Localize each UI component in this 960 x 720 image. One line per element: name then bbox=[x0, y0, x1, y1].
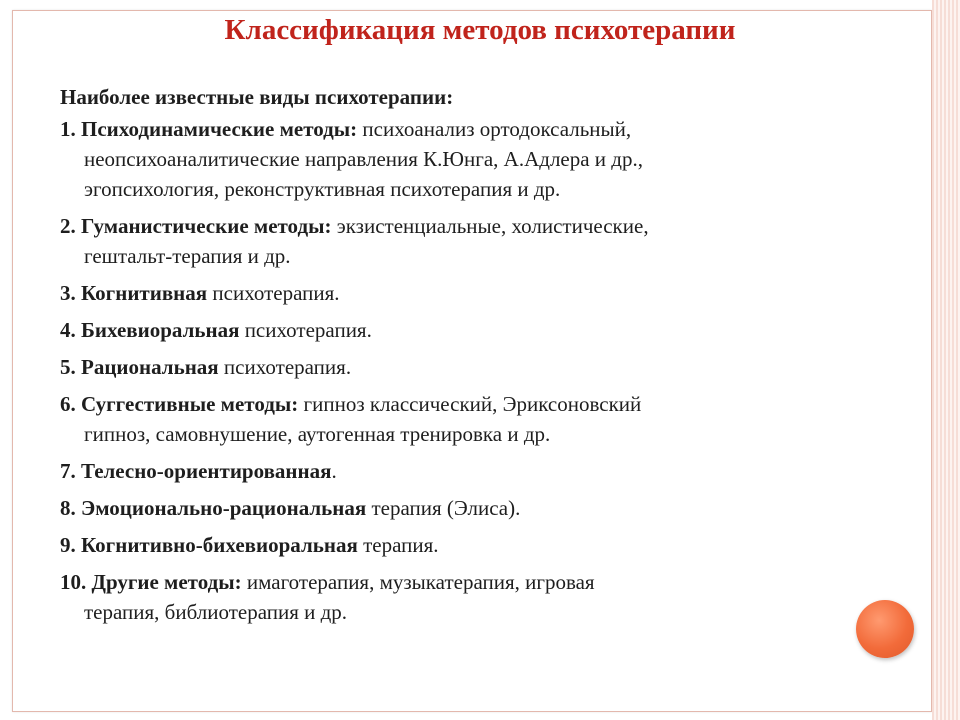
method-line bbox=[60, 456, 910, 486]
method-item-7 bbox=[60, 456, 910, 486]
method-name: 6. bbox=[60, 392, 76, 416]
method-name: 10. bbox=[60, 570, 87, 594]
method-title: Психодинамические методы: bbox=[81, 117, 358, 141]
method-item-8 bbox=[60, 493, 910, 523]
method-item-10 bbox=[60, 567, 910, 627]
slide-content bbox=[60, 82, 910, 634]
method-title: Рациональная bbox=[81, 355, 219, 379]
method-description-continued: эгопсихология, реконструктивная психотерапия и др. bbox=[84, 177, 561, 201]
method-description-continued: терапия, библиотерапия и др. bbox=[84, 600, 348, 624]
method-line bbox=[60, 315, 910, 345]
method-description: психотерапия. bbox=[244, 318, 372, 342]
method-name: 8. bbox=[60, 496, 76, 520]
method-line bbox=[60, 530, 910, 560]
method-description-continued: неопсихоаналитические направления К.Юнга, А.Адлера и др., bbox=[84, 147, 643, 171]
method-item-2 bbox=[60, 211, 910, 271]
method-item-3 bbox=[60, 278, 910, 308]
method-title: Суггестивные методы: bbox=[81, 392, 299, 416]
method-title: Телесно-ориентированная bbox=[81, 459, 332, 483]
method-line bbox=[60, 114, 910, 144]
method-line bbox=[60, 493, 910, 523]
method-description: психоанализ ортодоксальный, bbox=[362, 117, 632, 141]
method-title: Другие методы: bbox=[91, 570, 242, 594]
method-name: 3. bbox=[60, 281, 76, 305]
method-description-continued: гештальт-терапия и др. bbox=[84, 244, 291, 268]
method-line bbox=[60, 389, 910, 419]
method-title: Эмоционально-рациональная bbox=[81, 496, 367, 520]
method-name: 5. bbox=[60, 355, 76, 379]
method-description: . bbox=[331, 459, 337, 483]
method-title: Бихевиоральная bbox=[81, 318, 240, 342]
method-item-6 bbox=[60, 389, 910, 449]
method-description: имаготерапия, музыкатерапия, игровая bbox=[246, 570, 595, 594]
method-line bbox=[60, 352, 910, 382]
method-item-4 bbox=[60, 315, 910, 345]
orange-circle-decoration bbox=[856, 600, 914, 658]
method-name: 1. bbox=[60, 117, 76, 141]
methods-list bbox=[60, 114, 910, 627]
method-title: Когнитивная bbox=[81, 281, 208, 305]
method-description: терапия (Элиса). bbox=[371, 496, 521, 520]
slide-title: Классификация методов психотерапии bbox=[224, 14, 736, 46]
method-line bbox=[60, 567, 910, 597]
method-item-9 bbox=[60, 530, 910, 560]
method-name: 9. bbox=[60, 533, 76, 557]
method-description: психотерапия. bbox=[212, 281, 340, 305]
method-name: 2. bbox=[60, 214, 76, 238]
method-name: 4. bbox=[60, 318, 76, 342]
method-description: психотерапия. bbox=[223, 355, 352, 379]
method-description: терапия. bbox=[363, 533, 439, 557]
method-line bbox=[60, 278, 910, 308]
method-title: Когнитивно-бихевиоральная bbox=[81, 533, 358, 557]
method-description: экзистенциальные, холистические, bbox=[336, 214, 649, 238]
method-line bbox=[60, 211, 910, 241]
method-description: гипноз классический, Эриксоновский bbox=[303, 392, 642, 416]
decorative-stripes bbox=[932, 0, 960, 720]
method-name: 7. bbox=[60, 459, 76, 483]
list-heading: Наиболее известные виды психотерапии: bbox=[60, 85, 454, 109]
method-item-5 bbox=[60, 352, 910, 382]
method-description-continued: гипноз, самовнушение, аутогенная тренировка и др. bbox=[84, 422, 551, 446]
method-title: Гуманистические методы: bbox=[81, 214, 332, 238]
method-item-1 bbox=[60, 114, 910, 204]
